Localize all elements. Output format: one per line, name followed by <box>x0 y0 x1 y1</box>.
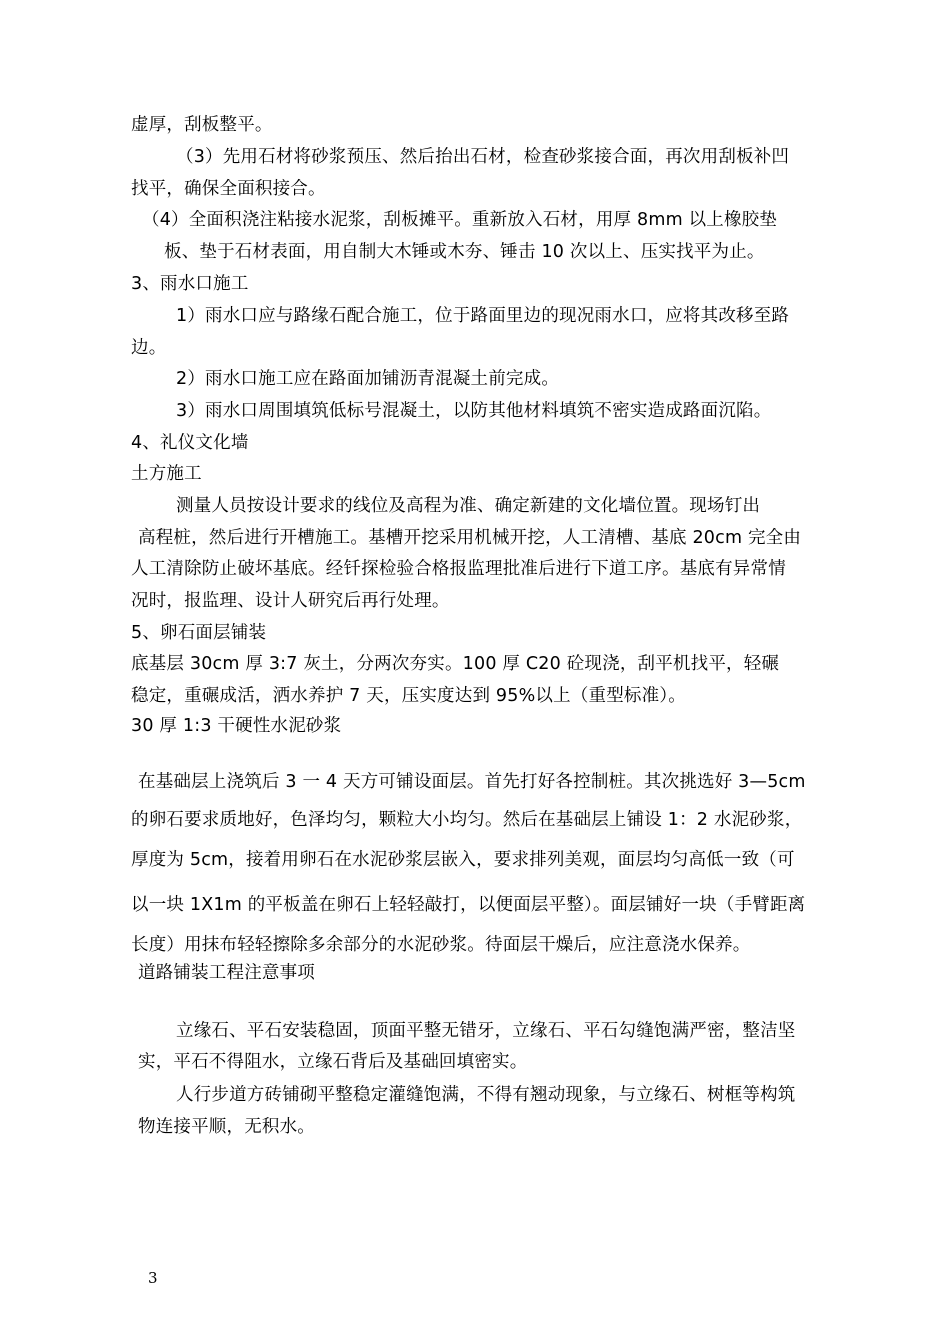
text-line: （3）先用石材将砂浆预压、然后抬出石材，检查砂浆接合面，再次用刮板补凹 <box>176 147 790 167</box>
text-line: 3）雨水口周围填筑低标号混凝土，以防其他材料填筑不密实造成路面沉陷。 <box>176 401 772 421</box>
text-line: 物连接平顺，无积水。 <box>138 1117 315 1137</box>
text-line: 实，平石不得阻水，立缘石背后及基础回填密实。 <box>138 1052 528 1072</box>
sub-heading: 土方施工 <box>131 464 202 484</box>
text-line: 1）雨水口应与路缘石配合施工，位于路面里边的现况雨水口，应将其改移至路 <box>176 306 790 326</box>
text-line: 以一块 1X1m 的平板盖在卵石上轻轻敲打，以便面层平整）。面层铺好一块（手臂距离 <box>131 895 806 915</box>
text-line: 高程桩，然后进行开槽施工。基槽开挖采用机械开挖，人工清槽、基底 20cm 完全由 <box>138 528 802 548</box>
text-line: 30 厚 1:3 干硬性水泥砂浆 <box>131 716 342 736</box>
text-line: （4）全面积浇注粘接水泥浆，刮板摊平。重新放入石材，用厚 8mm 以上橡胶垫 <box>142 210 778 230</box>
text-line: 虚厚，刮板整平。 <box>131 115 273 135</box>
text-line: 况时，报监理、设计人研究后再行处理。 <box>131 591 450 611</box>
page-number: 3 <box>148 1269 158 1287</box>
section-heading: 3、雨水口施工 <box>131 274 249 294</box>
text-line: 长度）用抹布轻轻擦除多余部分的水泥砂浆。待面层干燥后，应注意浇水保养。 <box>131 935 751 955</box>
text-line: 人行步道方砖铺砌平整稳定灌缝饱满，不得有翘动现象，与立缘石、树框等构筑 <box>176 1085 796 1105</box>
text-line: 人工清除防止破坏基底。经钎探检验合格报监理批准后进行下道工序。基底有异常情 <box>131 559 786 579</box>
text-line: 2）雨水口施工应在路面加铺沥青混凝土前完成。 <box>176 369 560 389</box>
text-line: 厚度为 5cm，接着用卵石在水泥砂浆层嵌入，要求排列美观，面层均匀高低一致（可 <box>131 850 795 870</box>
text-line: 的卵石要求质地好，色泽均匀，颗粒大小均匀。然后在基础层上铺设 1：2 水泥砂浆， <box>131 810 803 830</box>
section-heading: 4、礼仪文化墙 <box>131 433 249 453</box>
section-heading: 5、卵石面层铺装 <box>131 623 267 643</box>
text-line: 找平，确保全面积接合。 <box>131 179 326 199</box>
text-line: 稳定，重碾成活，洒水养护 7 天，压实度达到 95%以上（重型标准）。 <box>131 686 686 706</box>
text-line: 在基础层上浇筑后 3 一 4 天方可铺设面层。首先打好各控制桩。其次挑选好 3—5cm <box>138 772 806 792</box>
text-line: 测量人员按设计要求的线位及高程为准、确定新建的文化墙位置。现场钉出 <box>176 496 761 516</box>
text-line: 立缘石、平石安装稳固，顶面平整无错牙，立缘石、平石勾缝饱满严密，整洁坚 <box>176 1021 796 1041</box>
text-line: 底基层 30cm 厚 3:7 灰土，分两次夯实。100 厚 C20 砼现浇，刮平机找平，轻碾 <box>131 654 780 674</box>
section-heading: 道路铺装工程注意事项 <box>138 963 315 983</box>
text-line: 板、垫于石材表面，用自制大木锤或木夯、锤击 10 次以上、压实找平为止。 <box>164 242 765 262</box>
text-line: 边。 <box>131 338 167 358</box>
